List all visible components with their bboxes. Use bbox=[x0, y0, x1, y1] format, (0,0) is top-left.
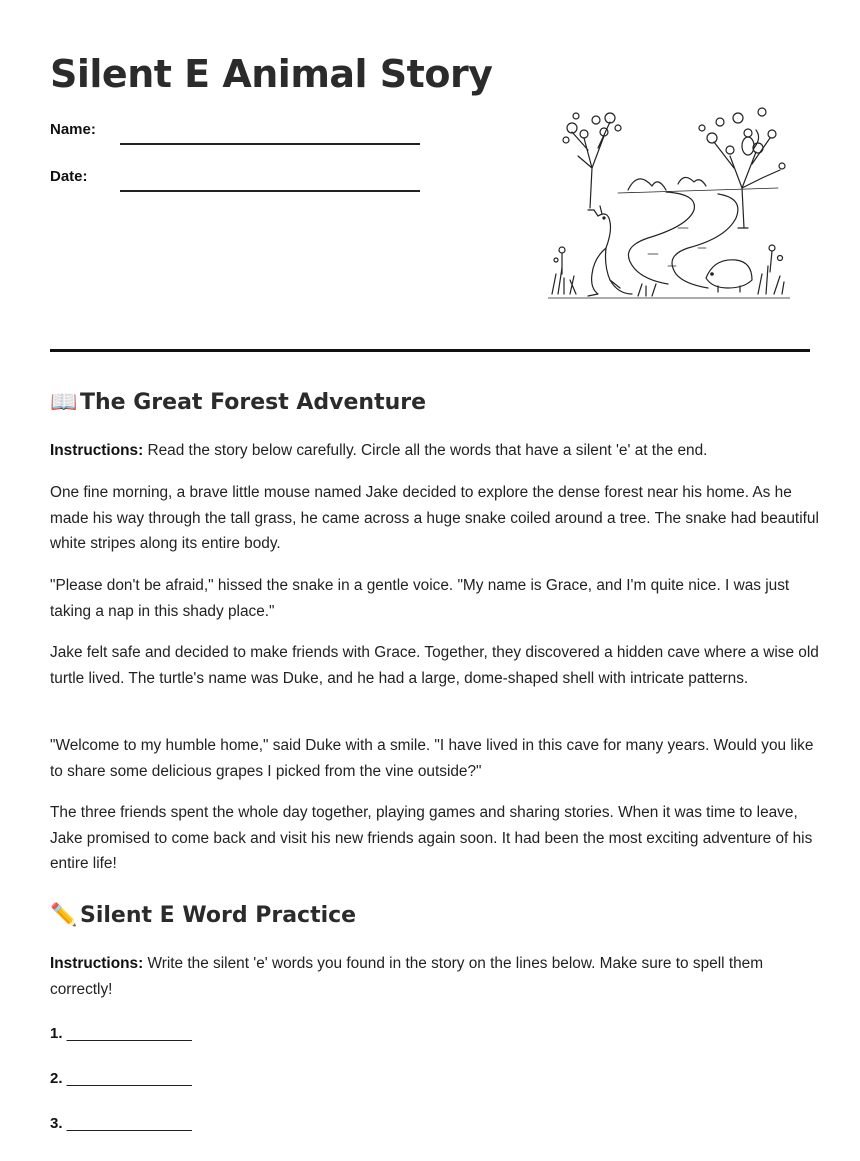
story-paragraph: One fine morning, a brave little mouse named Jake decided to explore the dense forest near his home. As he made his way through the tall grass, he came across a huge snake coiled around a tree. The snake had beautiful white stripes along its entire body. bbox=[50, 484, 819, 552]
date-label: Date: bbox=[50, 168, 88, 185]
practice-instructions bbox=[50, 951, 820, 1002]
answer-blank[interactable]: _______________ bbox=[66, 1115, 192, 1132]
story-title-text: The Great Forest Adventure bbox=[80, 390, 427, 415]
story-instructions-label: Instructions: bbox=[50, 442, 144, 459]
answer-blank[interactable]: _______________ bbox=[66, 1070, 192, 1087]
answer-line-2[interactable] bbox=[50, 1070, 192, 1087]
story-paragraph: Jake felt safe and decided to make friends with Grace. Together, they discovered a hidden cave where a wise old turtle lived. The turtle's name was Duke, and he had a large, dome-shaped shell with intricate patterns. bbox=[50, 644, 819, 687]
story-section-title bbox=[50, 389, 426, 417]
story-paragraph: "Please don't be afraid," hissed the snake in a gentle voice. "My name is Grace, and I'm quite nice. I was just taking a nap in this shady place." bbox=[50, 577, 790, 620]
story-paragraph: "Welcome to my humble home," said Duke with a smile. "I have lived in this cave for many years. Would you like to share some delicious grapes I picked from the vine outside?" bbox=[50, 737, 814, 780]
pencil-icon: ✏️ bbox=[50, 903, 78, 928]
story-instructions-text: Read the story below carefully. Circle all the words that have a silent 'e' at the end. bbox=[143, 442, 708, 459]
practice-section-title bbox=[50, 902, 356, 930]
answer-line-3[interactable] bbox=[50, 1115, 192, 1132]
answer-blank[interactable]: _______________ bbox=[66, 1025, 192, 1042]
date-write-line[interactable] bbox=[120, 190, 420, 192]
practice-title-text: Silent E Word Practice bbox=[80, 903, 357, 928]
page-title: Silent E Animal Story bbox=[50, 52, 493, 96]
answer-line-1[interactable] bbox=[50, 1025, 192, 1042]
practice-instructions-text: Write the silent 'e' words you found in the story on the lines below. Make sure to spell them correctly! bbox=[50, 955, 764, 998]
header-divider bbox=[50, 349, 810, 352]
answer-number: 2. bbox=[50, 1070, 63, 1087]
story-instructions bbox=[50, 438, 820, 464]
name-write-line[interactable] bbox=[120, 143, 420, 145]
practice-instructions-label: Instructions: bbox=[50, 955, 144, 972]
answer-number: 1. bbox=[50, 1025, 63, 1042]
story-paragraph: The three friends spent the whole day together, playing games and sharing stories. When it was time to leave, Jake promised to come back and visit his new friends again soon. It had been the most exciting adventure of his entire life! bbox=[50, 804, 813, 872]
open-book-icon: 📖 bbox=[50, 390, 78, 415]
name-label: Name: bbox=[50, 121, 96, 138]
forest-animals-illustration bbox=[548, 98, 790, 302]
answer-number: 3. bbox=[50, 1115, 63, 1132]
